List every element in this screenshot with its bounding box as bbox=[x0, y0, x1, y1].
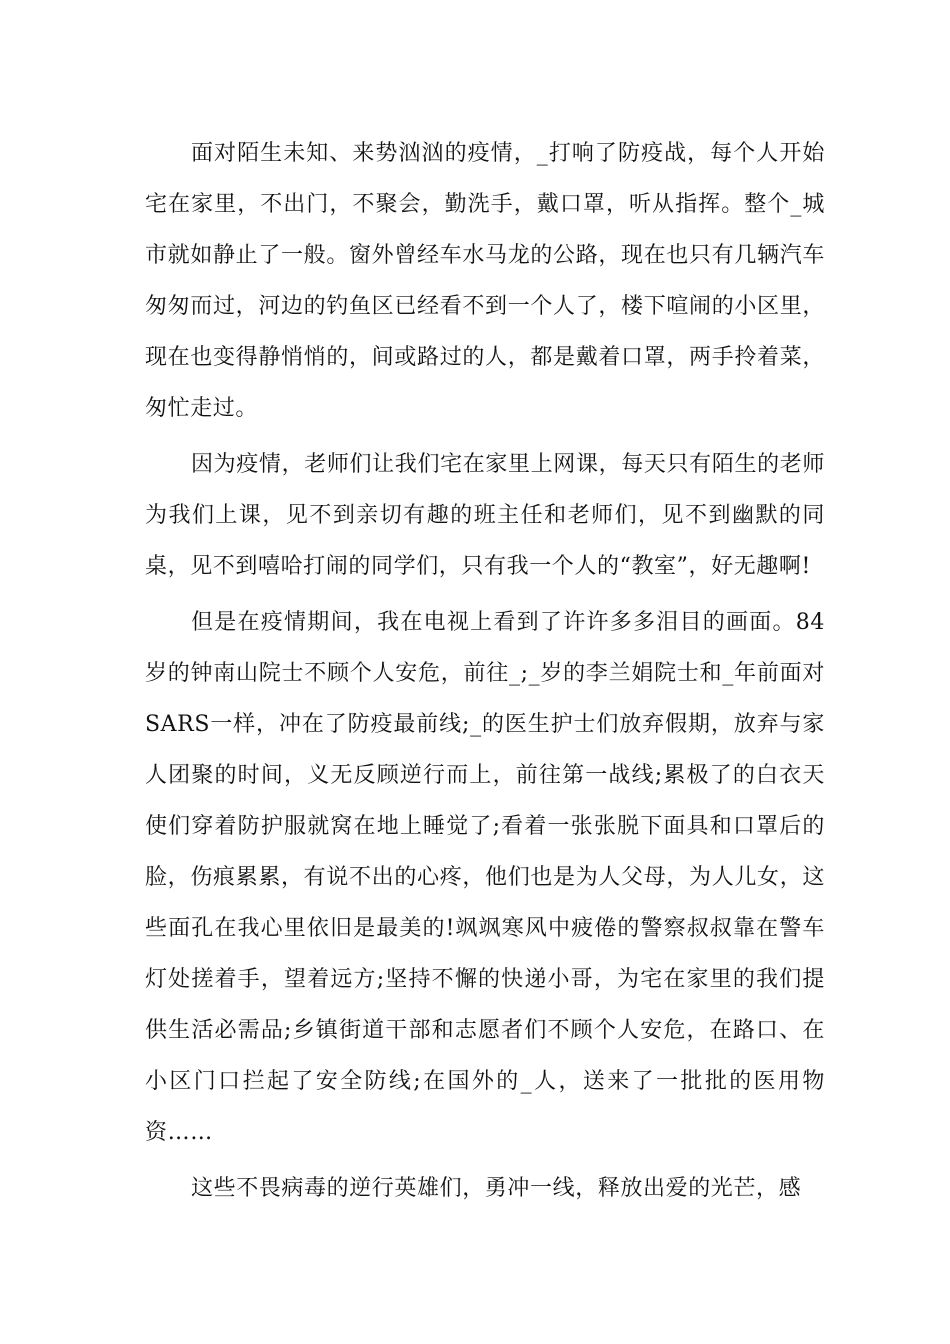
paragraph-lockdown: 面对陌生未知、来势汹汹的疫情，_打响了防疫战，每个人开始宅在家里，不出门，不聚会，勤洗手，戴口罩，听从指挥。整个_城市就如静止了一般。窗外曾经车水马龙的公路，现在也只有几辆汽车匆匆而过，河边的钓鱼区已经看不到一个人了，楼下喧闹的小区里，现在也变得静悄悄的，间或路过的人，都是戴着口罩，两手拎着菜，匆忙走过。 bbox=[145, 141, 825, 421]
paragraph-online-class: 因为疫情，老师们让我们宅在家里上网课，每天只有陌生的老师为我们上课，见不到亲切有趣的班主任和老师们，见不到幽默的同桌，见不到嘻哈打闹的同学们，只有我一个人的“教室”，好无趣啊! bbox=[145, 452, 825, 579]
paragraph-conclusion: 这些不畏病毒的逆行英雄们，勇冲一线，释放出爱的光芒，感 bbox=[191, 1176, 802, 1201]
document-body bbox=[145, 128, 825, 1219]
paragraph-heroes: 但是在疫情期间，我在电视上看到了许许多多泪目的画面。84岁的钟南山院士不顾个人安危，前往_;_岁的李兰娟院士和_年前面对SARS一样，冲在了防疫最前线;_的医生护士们放弃假期，放弃与家人团聚的时间，义无反顾逆行而上，前往第一战线;累极了的白衣天使们穿着防护服就窝在地上睡觉了;看着一张张脱下面具和口罩后的脸，伤痕累累，有说不出的心疼，他们也是为人父母，为人儿女，这些面孔在我心里依旧是最美的!飒飒寒风中疲倦的警察叔叔靠在警车灯处搓着手，望着远方;坚持不懈的快递小哥，为宅在家里的我们提供生活必需品;乡镇街道干部和志愿者们不顾个人安危，在路口、在小区门口拦起了安全防线;在国外的_人，送来了一批批的医用物资…… bbox=[145, 610, 825, 1145]
